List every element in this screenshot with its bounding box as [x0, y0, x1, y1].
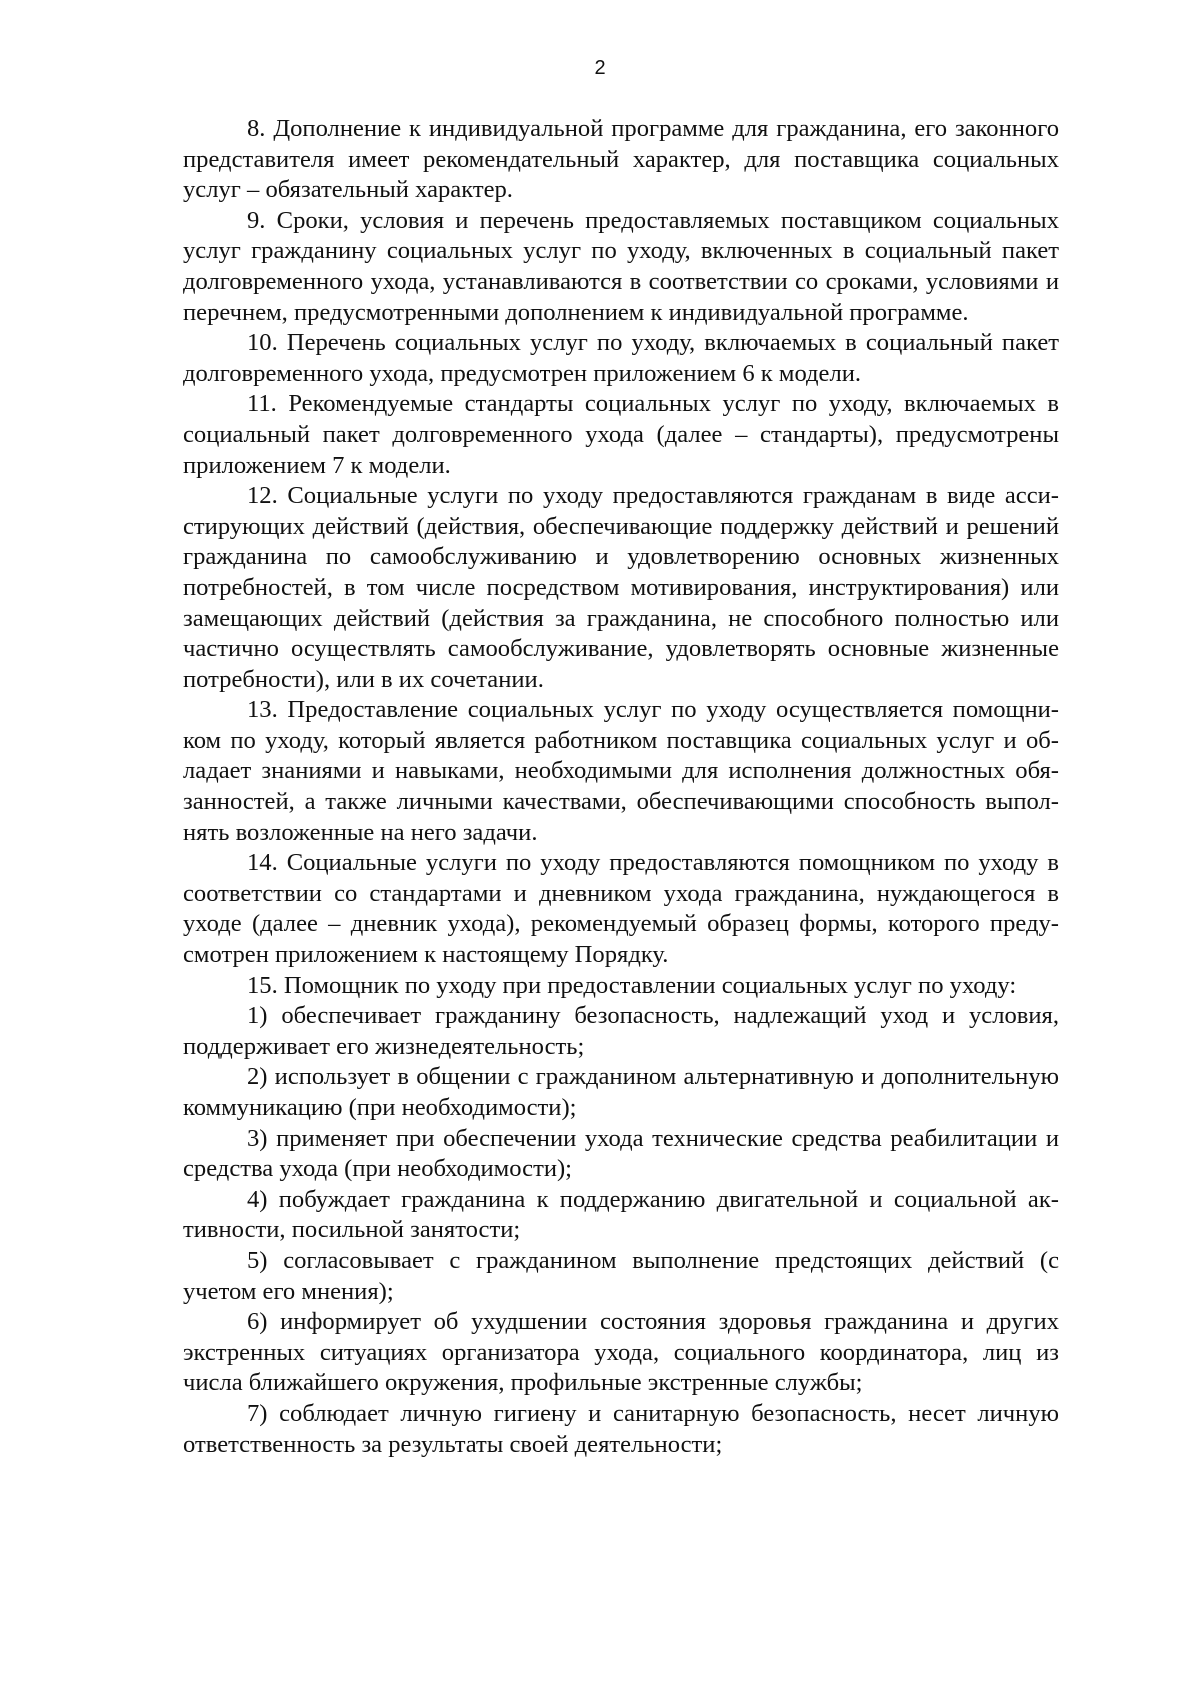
paragraph-12: 12. Социальные услуги по уходу предоставляются гражданам в виде ассистирующих действий (действия, обеспечивающие поддержку действий и решений гражданина по самообслуживанию и удовлетворению основных жизненных потребностей, в том числе посредством мотивирования, инструктирования) или замещающих действий (действия за гражданина, не способного полностью или частично осуществлять самообслуживание, удовлетворять основные жизненные потребности), или в их сочетании. — [183, 482, 1059, 693]
list-item-6: 6) информирует об ухудшении состояния здоровья гражданина и других экстренных ситуациях организатора ухода, социального координатора, лиц из числа ближайшего окружения, профильные экстренные службы; — [183, 1308, 1059, 1397]
paragraph-8: 8. Дополнение к индивидуальной программе для гражданина, его законного представителя имеет рекомендательный характер, для поставщика социальных услуг – обязательный характер. — [183, 115, 1059, 204]
list-item-2: 2) использует в общении с гражданином альтернативную и дополнительную коммуникацию (при необходимости); — [183, 1063, 1059, 1121]
paragraph-13: 13. Предоставление социальных услуг по уходу осуществляется помощником по уходу, который является работником поставщика социальных услуг и обладает знаниями и навыками, необходимыми для исполнения должностных обязанностей, а также личными качествами, обеспечивающими способность выполнять возложенные на него задачи. — [183, 696, 1059, 846]
paragraph-9: 9. Сроки, условия и перечень предоставляемых поставщиком социальных услуг гражданину социальных услуг по уходу, включенных в социальный пакет долговременного ухода, устанавливаются в соответствии со сроками, условиями и перечнем, предусмотренными дополнением к индивидуальной программе. — [183, 206, 1059, 326]
list-item-5: 5) согласовывает с гражданином выполнение предстоящих действий (с учетом его мнения); — [183, 1246, 1059, 1305]
list-item-4: 4) побуждает гражданина к поддержанию двигательной и социальной активности, посильной занятости; — [183, 1185, 1059, 1244]
document-body — [183, 114, 1059, 1460]
paragraph-10: 10. Перечень социальных услуг по уходу, включаемых в социальный пакет долговременного ухода, предусмотрен приложением 6 к модели. — [183, 329, 1059, 387]
list-item-7: 7) соблюдает личную гигиену и санитарную безопасность, несет личную ответственность за результаты своей деятельности; — [183, 1399, 1059, 1458]
paragraph-11: 11. Рекомендуемые стандарты социальных услуг по уходу, включаемых в социальный пакет долговременного ухода (далее – стандарты), предусмотрены приложением 7 к модели. — [183, 390, 1059, 479]
list-item-1: 1) обеспечивает гражданину безопасность, надлежащий уход и условия, поддерживает его жизнедеятельность; — [183, 1002, 1059, 1060]
list-item-3: 3) применяет при обеспечении ухода технические средства реабилитации и средства ухода (при необходимости); — [183, 1124, 1059, 1183]
paragraph-15: 15. Помощник по уходу при предоставлении социальных услуг по уходу: — [247, 971, 1017, 999]
page-number: 2 — [594, 57, 606, 79]
paragraph-14: 14. Социальные услуги по уходу предоставляются помощником по уходу в соответствии со стандартами и дневником ухода гражданина, нуждающегося в уходе (далее – дневник ухода), рекомендуемый образец формы, которого предусмотрен приложением к настоящему Порядку. — [183, 849, 1059, 969]
